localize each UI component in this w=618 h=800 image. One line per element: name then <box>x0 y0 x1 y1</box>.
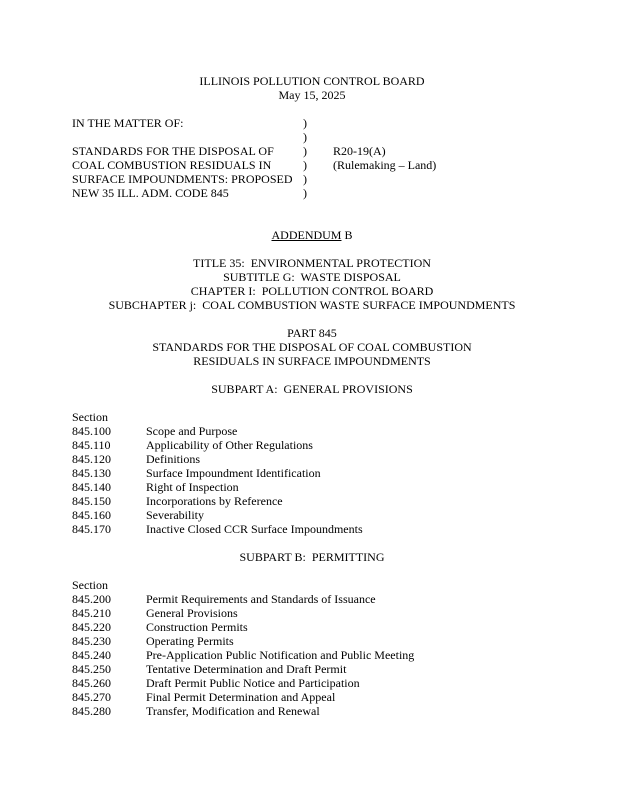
caption-right <box>333 130 558 144</box>
section-number: 845.280 <box>72 704 111 718</box>
section-row <box>72 704 558 718</box>
spacer <box>72 214 558 228</box>
section-row <box>72 676 558 690</box>
caption-left: IN THE MATTER OF: <box>72 116 184 130</box>
caption-paren: ) <box>303 172 307 186</box>
section-title: Operating Permits <box>146 634 234 648</box>
section-title: Right of Inspection <box>146 480 239 494</box>
section-number: 845.210 <box>72 606 111 620</box>
section-row <box>72 438 558 452</box>
caption-paren: ) <box>303 144 307 158</box>
section-title: General Provisions <box>146 606 238 620</box>
section-number: 845.230 <box>72 634 111 648</box>
caption-row <box>72 144 558 158</box>
section-row <box>72 508 558 522</box>
document-date: May 15, 2025 <box>278 88 346 102</box>
section-number: 845.170 <box>72 522 111 536</box>
subchapter-line: SUBCHAPTER j: COAL COMBUSTION WASTE SURFACE IMPOUNDMENTS <box>108 298 516 312</box>
section-row <box>72 480 558 494</box>
caption-row <box>72 172 558 186</box>
section-number: 845.150 <box>72 494 111 508</box>
board-title: ILLINOIS POLLUTION CONTROL BOARD <box>199 74 425 88</box>
subpart-b-section-list <box>72 592 558 718</box>
caption-left <box>72 130 303 144</box>
section-title: Permit Requirements and Standards of Issuance <box>146 592 376 606</box>
caption-right <box>333 186 558 200</box>
caption-left: STANDARDS FOR THE DISPOSAL OF <box>72 144 274 158</box>
caption-left: COAL COMBUSTION RESIDUALS IN <box>72 158 272 172</box>
section-number: 845.250 <box>72 662 111 676</box>
caption-paren: ) <box>303 186 307 200</box>
chapter-line: CHAPTER I: POLLUTION CONTROL BOARD <box>190 284 434 298</box>
docket-number: R20-19(A) <box>333 144 386 158</box>
addendum-heading <box>66 228 558 242</box>
spacer <box>72 102 558 116</box>
section-title: Applicability of Other Regulations <box>146 438 313 452</box>
caption-left: NEW 35 ILL. ADM. CODE 845 <box>72 186 229 200</box>
section-title: Draft Permit Public Notice and Participation <box>146 676 360 690</box>
section-title: Pre-Application Public Notification and Public Meeting <box>146 648 415 662</box>
section-number: 845.270 <box>72 690 111 704</box>
spacer <box>72 396 558 410</box>
title-line: TITLE 35: ENVIRONMENTAL PROTECTION <box>193 256 431 270</box>
section-row <box>72 522 558 536</box>
subpart-a-heading: SUBPART A: GENERAL PROVISIONS <box>211 382 413 396</box>
spacer <box>72 312 558 326</box>
part-title-line-1: STANDARDS FOR THE DISPOSAL OF COAL COMBUSTION <box>152 340 472 354</box>
section-row <box>72 634 558 648</box>
caption-row <box>72 130 558 144</box>
section-title: Definitions <box>146 452 200 466</box>
section-title: Tentative Determination and Draft Permit <box>146 662 347 676</box>
section-row <box>72 466 558 480</box>
section-number: 845.110 <box>72 438 111 452</box>
caption-right <box>333 172 558 186</box>
section-number: 845.220 <box>72 620 111 634</box>
caption-row <box>72 158 558 172</box>
section-title: Transfer, Modification and Renewal <box>146 704 320 718</box>
case-caption <box>72 116 558 200</box>
section-row <box>72 690 558 704</box>
caption-paren: ) <box>303 158 307 172</box>
section-row <box>72 452 558 466</box>
part-title-line-2: RESIDUALS IN SURFACE IMPOUNDMENTS <box>193 354 431 368</box>
section-number: 845.240 <box>72 648 111 662</box>
subpart-a-section-list <box>72 424 558 536</box>
spacer <box>72 536 558 550</box>
section-label: Section <box>72 410 108 424</box>
section-row <box>72 620 558 634</box>
section-title: Inactive Closed CCR Surface Impoundments <box>146 522 363 536</box>
caption-row <box>72 186 558 200</box>
caption-row <box>72 116 558 130</box>
subtitle-line: SUBTITLE G: WASTE DISPOSAL <box>223 270 401 284</box>
section-number: 845.200 <box>72 592 111 606</box>
section-title: Construction Permits <box>146 620 248 634</box>
section-number: 845.130 <box>72 466 111 480</box>
subpart-b-heading: SUBPART B: PERMITTING <box>239 550 385 564</box>
section-title: Incorporations by Reference <box>146 494 283 508</box>
part-number-line: PART 845 <box>287 326 337 340</box>
caption-paren: ) <box>303 130 307 144</box>
section-row <box>72 494 558 508</box>
section-title: Final Permit Determination and Appeal <box>146 690 336 704</box>
spacer <box>72 564 558 578</box>
addendum-heading-rest: B <box>341 228 353 242</box>
section-row <box>72 606 558 620</box>
spacer <box>72 200 558 214</box>
caption-paren: ) <box>303 116 307 130</box>
spacer <box>72 242 558 256</box>
section-number: 845.100 <box>72 424 111 438</box>
section-row <box>72 424 558 438</box>
section-title: Severability <box>146 508 204 522</box>
addendum-heading-underlined: ADDENDUM <box>271 228 342 242</box>
section-label: Section <box>72 578 108 592</box>
section-number: 845.140 <box>72 480 111 494</box>
caption-right <box>333 116 558 130</box>
section-number: 845.120 <box>72 452 111 466</box>
section-row <box>72 662 558 676</box>
spacer <box>72 368 558 382</box>
section-title: Scope and Purpose <box>146 424 238 438</box>
rulemaking-type: (Rulemaking – Land) <box>333 158 437 172</box>
section-title: Surface Impoundment Identification <box>146 466 321 480</box>
section-row <box>72 648 558 662</box>
section-row <box>72 592 558 606</box>
section-number: 845.160 <box>72 508 111 522</box>
caption-left: SURFACE IMPOUNDMENTS: PROPOSED <box>72 172 293 186</box>
section-number: 845.260 <box>72 676 111 690</box>
